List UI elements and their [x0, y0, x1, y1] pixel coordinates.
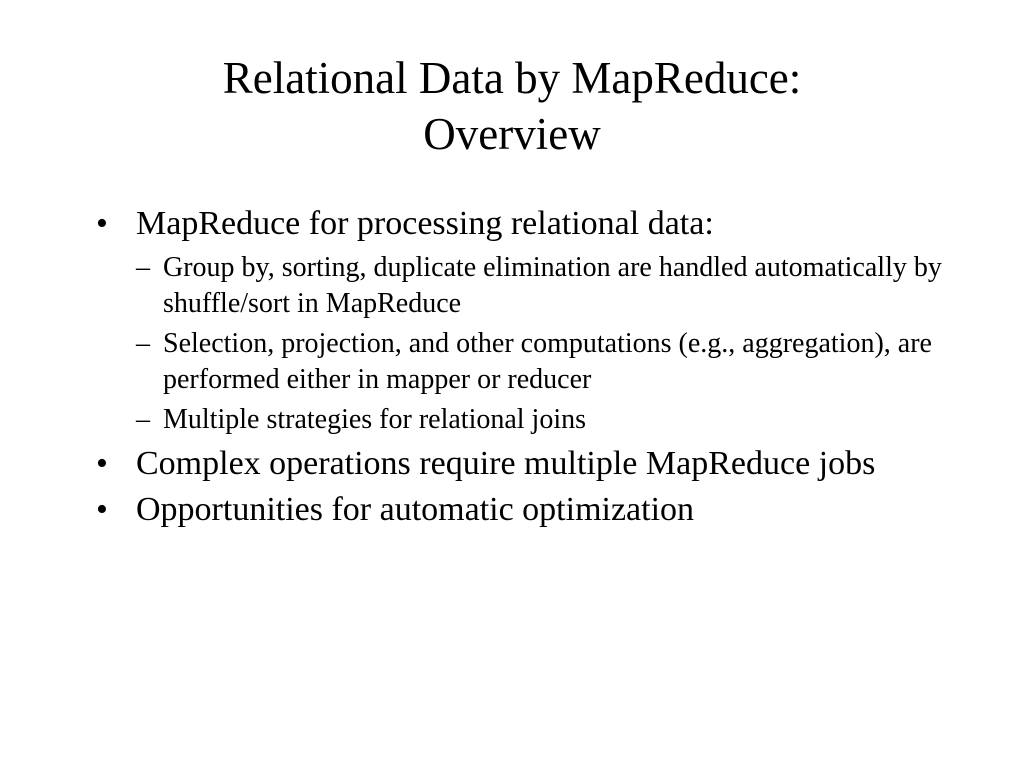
sub-bullet-item — [118, 250, 976, 322]
sub-bullet-text: Selection, projection, and other computations (e.g., aggregation), are performed either in mapper or reducer — [163, 328, 932, 395]
sub-bullet-item — [118, 402, 976, 438]
sub-bullet-marker: – — [136, 328, 150, 359]
sub-bullet-marker: – — [136, 404, 150, 435]
bullet-marker: • — [96, 491, 108, 528]
title-line-1: Relational Data by MapReduce: — [222, 53, 802, 103]
bullet-list — [96, 204, 976, 536]
bullet-item — [96, 444, 976, 484]
sub-bullet-marker: – — [136, 252, 150, 283]
title-line-2: Overview — [423, 109, 601, 159]
sub-bullet-list — [96, 250, 976, 438]
bullet-text: Complex operations require multiple MapReduce jobs — [136, 445, 876, 482]
sub-bullet-text: Group by, sorting, duplicate elimination are handled automatically by shuffle/sort in MapReduce — [163, 252, 942, 319]
bullet-item — [96, 490, 976, 530]
bullet-text: MapReduce for processing relational data: — [136, 205, 714, 242]
sub-bullet-text: Multiple strategies for relational joins — [163, 404, 587, 435]
bullet-marker: • — [96, 205, 108, 242]
sub-bullet-item — [118, 326, 976, 398]
bullet-item — [96, 204, 976, 244]
bullet-text: Opportunities for automatic optimization — [136, 491, 695, 528]
slide-title — [0, 50, 1024, 162]
bullet-marker: • — [96, 445, 108, 482]
